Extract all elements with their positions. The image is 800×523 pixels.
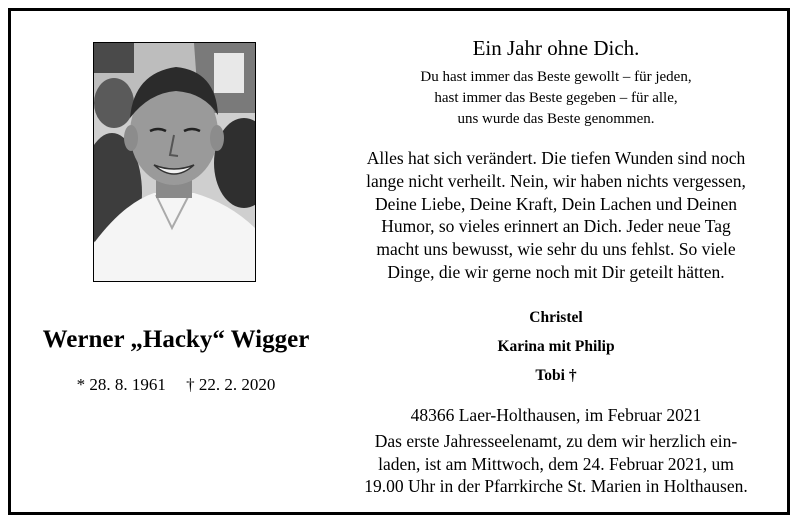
text-line: Deine Liebe, Deine Kraft, Dein Lachen und Deinen xyxy=(375,193,737,214)
obituary-frame xyxy=(8,8,790,515)
headline: Ein Jahr ohne Dich. xyxy=(472,36,640,60)
birth-date: * 28. 8. 1961 xyxy=(76,375,166,394)
signature-christel: Christel xyxy=(529,309,583,326)
death-date: † 22. 2. 2020 xyxy=(186,375,276,394)
text-line: macht uns bewusst, wie sehr du uns fehlst. So viele xyxy=(376,239,736,260)
poem-line: uns wurde das Beste genommen. xyxy=(457,111,655,127)
portrait-photo xyxy=(93,42,256,282)
life-dates xyxy=(31,375,321,395)
text-line: Humor, so vieles erinnert an Dich. Jeder neue Tag xyxy=(381,216,731,237)
poem-line: Du hast immer das Beste gewollt – für jeden, xyxy=(420,69,692,85)
place-date: 48366 Laer-Holthausen, im Februar 2021 xyxy=(410,405,702,425)
notice-line: laden, ist am Mittwoch, dem 24. Februar 2021, um xyxy=(378,453,734,474)
text-line: Alles hat sich verändert. Die tiefen Wunden sind noch xyxy=(366,148,746,168)
signature-tobi: Tobi † xyxy=(535,367,577,384)
deceased-name: Werner „Hacky“ Wigger xyxy=(42,326,310,353)
notice-line: Das erste Jahresseelenamt, zu dem wir herzlich ein- xyxy=(374,431,738,451)
text-line: lange nicht verheilt. Nein, wir haben nichts vergessen, xyxy=(366,170,746,191)
signature-karina-philip: Karina mit Philip xyxy=(497,338,615,355)
notice-line: 19.00 Uhr in der Pfarrkirche St. Marien in Holthausen. xyxy=(364,476,748,496)
poem-line: hast immer das Beste gegeben – für alle, xyxy=(434,90,678,106)
text-line: Dinge, die wir gerne noch mit Dir geteilt hätten. xyxy=(387,261,725,282)
poem xyxy=(336,67,776,130)
mass-notice xyxy=(336,430,776,498)
main-text xyxy=(336,147,776,284)
